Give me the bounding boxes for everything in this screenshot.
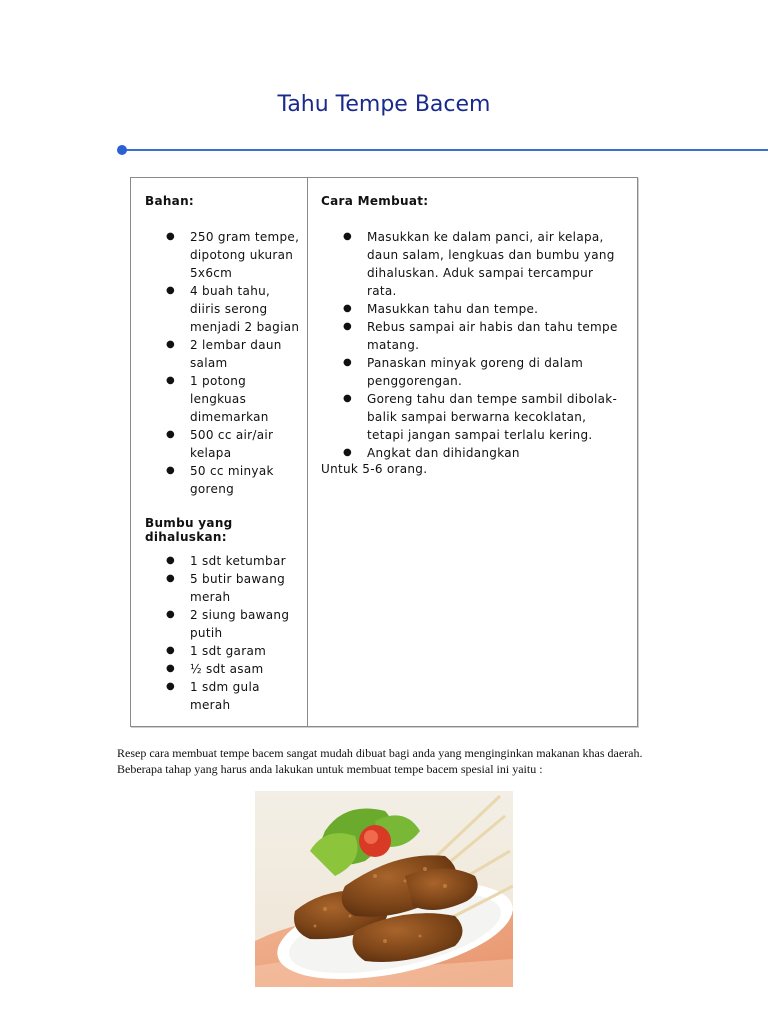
list-item: ● Goreng tahu dan tempe sambil dibolak-balik sampai berwarna kecoklatan, tetapi jangan sampai terlalu kering. — [343, 392, 618, 442]
list-item: ● 1 potong lengkuas dimemarkan — [166, 374, 269, 424]
bumbu-heading: Bumbu yang dihaluskan: — [145, 516, 233, 544]
recipe-table — [130, 177, 638, 727]
list-item: ● 250 gram tempe, dipotong ukuran 5x6cm — [166, 230, 300, 280]
list-item: ● 1 sdt ketumbar — [166, 554, 286, 568]
bullet-icon: ● — [343, 321, 353, 332]
ingredients-column — [131, 178, 308, 726]
list-item: ● 1 sdt garam — [166, 644, 267, 658]
bullet-icon: ● — [166, 339, 176, 350]
title-divider — [122, 149, 768, 151]
tempe-bacem-photo — [255, 791, 513, 987]
bullet-icon: ● — [166, 573, 176, 584]
list-item: ● Masukkan ke dalam panci, air kelapa, daun salam, lengkuas dan bumbu yang dihaluskan. Aduk sampai tercampur rata. — [343, 230, 615, 298]
list-item: ● ½ sdt asam — [166, 662, 264, 676]
list-item: ● 2 siung bawang putih — [166, 608, 290, 640]
list-item: ● 1 sdm gula merah — [166, 680, 260, 712]
cara-list — [343, 228, 627, 462]
bullet-icon: ● — [166, 681, 176, 692]
page-title: Tahu Tempe Bacem — [277, 92, 491, 117]
instructions-column — [308, 178, 637, 726]
bullet-icon: ● — [343, 393, 353, 404]
bullet-icon: ● — [166, 231, 176, 242]
serving-note: Untuk 5-6 orang. — [321, 462, 428, 476]
cara-heading: Cara Membuat: — [321, 194, 429, 208]
bullet-icon: ● — [166, 663, 176, 674]
bullet-icon: ● — [166, 429, 176, 440]
bullet-icon: ● — [343, 357, 353, 368]
intro-paragraph: Resep cara membuat tempe bacem sangat mudah dibuat bagi anda yang menginginkan makanan khas daerah. Beberapa tahap yang harus anda lakukan untuk membuat tempe bacem spesial ini yaitu : — [117, 746, 643, 776]
list-item: ● 5 butir bawang merah — [166, 572, 286, 604]
bahan-list — [166, 228, 300, 498]
bullet-icon: ● — [166, 465, 176, 476]
list-item: ● 500 cc air/air kelapa — [166, 428, 274, 460]
divider-dot — [117, 145, 127, 155]
bullet-icon: ● — [343, 303, 353, 314]
bumbu-list — [166, 552, 300, 714]
bullet-icon: ● — [166, 285, 176, 296]
bullet-icon: ● — [343, 447, 353, 458]
list-item: ● Angkat dan dihidangkan — [343, 446, 520, 460]
list-item: ● Masukkan tahu dan tempe. — [343, 302, 539, 316]
bullet-icon: ● — [166, 645, 176, 656]
list-item: ● Panaskan minyak goreng di dalam penggorengan. — [343, 356, 584, 388]
list-item: ● Rebus sampai air habis dan tahu tempe matang. — [343, 320, 618, 352]
bullet-icon: ● — [166, 375, 176, 386]
bullet-icon: ● — [166, 609, 176, 620]
list-item: ● 4 buah tahu, diiris serong menjadi 2 bagian — [166, 284, 300, 334]
list-item: ● 50 cc minyak goreng — [166, 464, 274, 496]
list-item: ● 2 lembar daun salam — [166, 338, 282, 370]
bullet-icon: ● — [166, 555, 176, 566]
bullet-icon: ● — [343, 231, 353, 242]
bahan-heading: Bahan: — [145, 194, 195, 208]
